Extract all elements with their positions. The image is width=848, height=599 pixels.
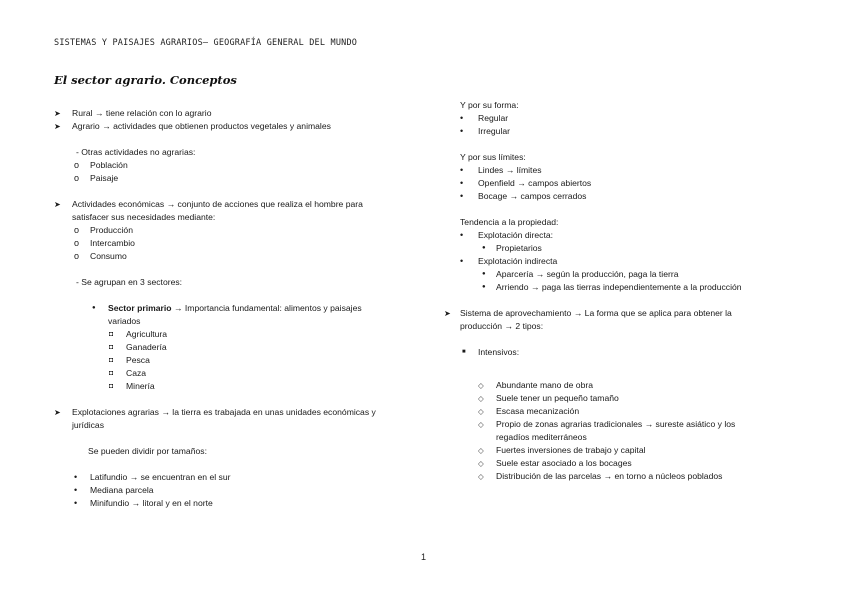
list-item: • Explotación directa: bbox=[460, 230, 553, 240]
dot-bullet-icon: • bbox=[74, 472, 78, 482]
diamond-bullet-icon: ◇ bbox=[478, 420, 484, 429]
diamond-bullet-icon: ◇ bbox=[478, 407, 484, 416]
list-item: ● Arriendo → paga las tierras independientemente a la producción bbox=[482, 282, 742, 292]
list-item: • Irregular bbox=[460, 126, 510, 136]
list-item: ● Propietarios bbox=[482, 243, 542, 253]
square-bullet-icon: ■ bbox=[462, 349, 466, 355]
list-item-continued: producción → 2 tipos: bbox=[460, 321, 544, 331]
circle-bullet-icon: o bbox=[74, 238, 80, 248]
list-item: ◇ Escasa mecanización bbox=[478, 406, 580, 416]
list-item: • Minifundio → litoral y en el norte bbox=[74, 498, 213, 508]
square-bullet-icon: ◘ bbox=[109, 331, 114, 338]
arrow-bullet-icon: ➤ bbox=[54, 408, 61, 417]
left-column bbox=[54, 107, 414, 510]
square-bullet-icon: ◘ bbox=[109, 344, 114, 351]
subheading: - Se agrupan en 3 sectores: bbox=[76, 277, 183, 287]
arrow-bullet-icon: ➤ bbox=[444, 309, 451, 318]
dot-bullet-icon: • bbox=[460, 126, 464, 136]
list-item: ◇ Suele estar asociado a los bocages bbox=[478, 458, 632, 468]
dot-bullet-icon: ● bbox=[92, 305, 96, 311]
list-item: ◇ Abundante mano de obra bbox=[478, 380, 593, 390]
list-item: ■ Intensivos: bbox=[462, 347, 520, 357]
subheading: - Otras actividades no agrarias: bbox=[76, 147, 196, 157]
dot-bullet-icon: • bbox=[460, 178, 464, 188]
circle-bullet-icon: o bbox=[74, 251, 80, 261]
list-item: o Intercambio bbox=[74, 238, 135, 248]
list-item: ◇ Propio de zonas agrarias tradicionales → sureste asiático y los bbox=[478, 419, 736, 429]
list-item: ◘ Caza bbox=[109, 368, 147, 378]
list-item: ➤ Rural → tiene relación con lo agrario bbox=[54, 108, 212, 118]
list-item: • Latifundio → se encuentran en el sur bbox=[74, 472, 231, 482]
paragraph: Se pueden dividir por tamaños: bbox=[88, 446, 207, 456]
list-item-continued: satisfacer sus necesidades mediante: bbox=[72, 212, 216, 222]
list-item: • Bocage → campos cerrados bbox=[460, 191, 587, 201]
list-item: o Paisaje bbox=[74, 173, 119, 183]
list-item: o Consumo bbox=[74, 251, 127, 261]
dot-bullet-icon: • bbox=[74, 485, 78, 495]
square-bullet-icon: ◘ bbox=[109, 383, 114, 390]
dot-bullet-icon: • bbox=[460, 230, 464, 240]
section-title: El sector agrario. Conceptos bbox=[54, 73, 237, 87]
list-item-continued: regadíos mediterráneos bbox=[496, 432, 587, 442]
circle-bullet-icon: o bbox=[74, 225, 80, 235]
diamond-bullet-icon: ◇ bbox=[478, 381, 484, 390]
list-item: ◘ Minería bbox=[109, 381, 155, 391]
list-item: ◇ Suele tener un pequeño tamaño bbox=[478, 393, 619, 403]
paragraph: Tendencia a la propiedad: bbox=[460, 217, 559, 227]
arrow-bullet-icon: ➤ bbox=[54, 122, 61, 131]
list-item: o Producción bbox=[74, 225, 133, 235]
list-item: ◇ Distribución de las parcelas → en torno a núcleos poblados bbox=[478, 471, 723, 481]
list-item: ➤ Explotaciones agrarias → la tierra es trabajada en unas unidades económicas y bbox=[54, 407, 376, 417]
arrow-bullet-icon: ➤ bbox=[54, 200, 61, 209]
list-item: o Población bbox=[74, 160, 128, 170]
list-item: ● Aparcería → según la producción, paga la tierra bbox=[482, 269, 679, 279]
list-item: ➤ Agrario → actividades que obtienen productos vegetales y animales bbox=[54, 121, 331, 131]
dot-bullet-icon: • bbox=[460, 165, 464, 175]
dot-bullet-icon: ● bbox=[482, 271, 486, 277]
list-item-continued: variados bbox=[108, 316, 141, 326]
list-item: • Explotación indirecta bbox=[460, 256, 558, 266]
list-item: ◇ Fuertes inversiones de trabajo y capital bbox=[478, 445, 646, 455]
list-item: ◘ Agricultura bbox=[109, 329, 168, 339]
list-item: • Mediana parcela bbox=[74, 485, 154, 495]
paragraph: Y por sus límites: bbox=[460, 152, 526, 162]
list-item: ◘ Ganadería bbox=[109, 342, 167, 352]
dot-bullet-icon: • bbox=[460, 113, 464, 123]
circle-bullet-icon: o bbox=[74, 173, 80, 183]
dot-bullet-icon: ● bbox=[482, 245, 486, 251]
arrow-bullet-icon: ➤ bbox=[54, 109, 61, 118]
list-item-continued: jurídicas bbox=[72, 420, 104, 430]
dot-bullet-icon: • bbox=[74, 498, 78, 508]
list-item: ➤ Actividades económicas → conjunto de acciones que realiza el hombre para bbox=[54, 199, 363, 209]
document-header: SISTEMAS Y PAISAJES AGRARIOS– GEOGRAFÍA GENERAL DEL MUNDO bbox=[54, 38, 358, 48]
square-bullet-icon: ◘ bbox=[109, 370, 114, 377]
paragraph: Y por su forma: bbox=[460, 100, 519, 110]
dot-bullet-icon: • bbox=[460, 191, 464, 201]
right-column bbox=[444, 99, 794, 483]
list-item: • Openfield → campos abiertos bbox=[460, 178, 592, 188]
square-bullet-icon: ◘ bbox=[109, 357, 114, 364]
dot-bullet-icon: ● bbox=[482, 284, 486, 290]
diamond-bullet-icon: ◇ bbox=[478, 446, 484, 455]
diamond-bullet-icon: ◇ bbox=[478, 459, 484, 468]
list-item: ● Sector primario → Importancia fundamental: alimentos y paisajes bbox=[92, 303, 362, 313]
list-item: ➤ Sistema de aprovechamiento → La forma que se aplica para obtener la bbox=[444, 308, 732, 318]
list-item: • Regular bbox=[460, 113, 509, 123]
diamond-bullet-icon: ◇ bbox=[478, 394, 484, 403]
circle-bullet-icon: o bbox=[74, 160, 80, 170]
list-item: • Lindes → límites bbox=[460, 165, 542, 175]
dot-bullet-icon: • bbox=[460, 256, 464, 266]
diamond-bullet-icon: ◇ bbox=[478, 472, 484, 481]
page-number: 1 bbox=[421, 552, 427, 562]
list-item: ◘ Pesca bbox=[109, 355, 150, 365]
